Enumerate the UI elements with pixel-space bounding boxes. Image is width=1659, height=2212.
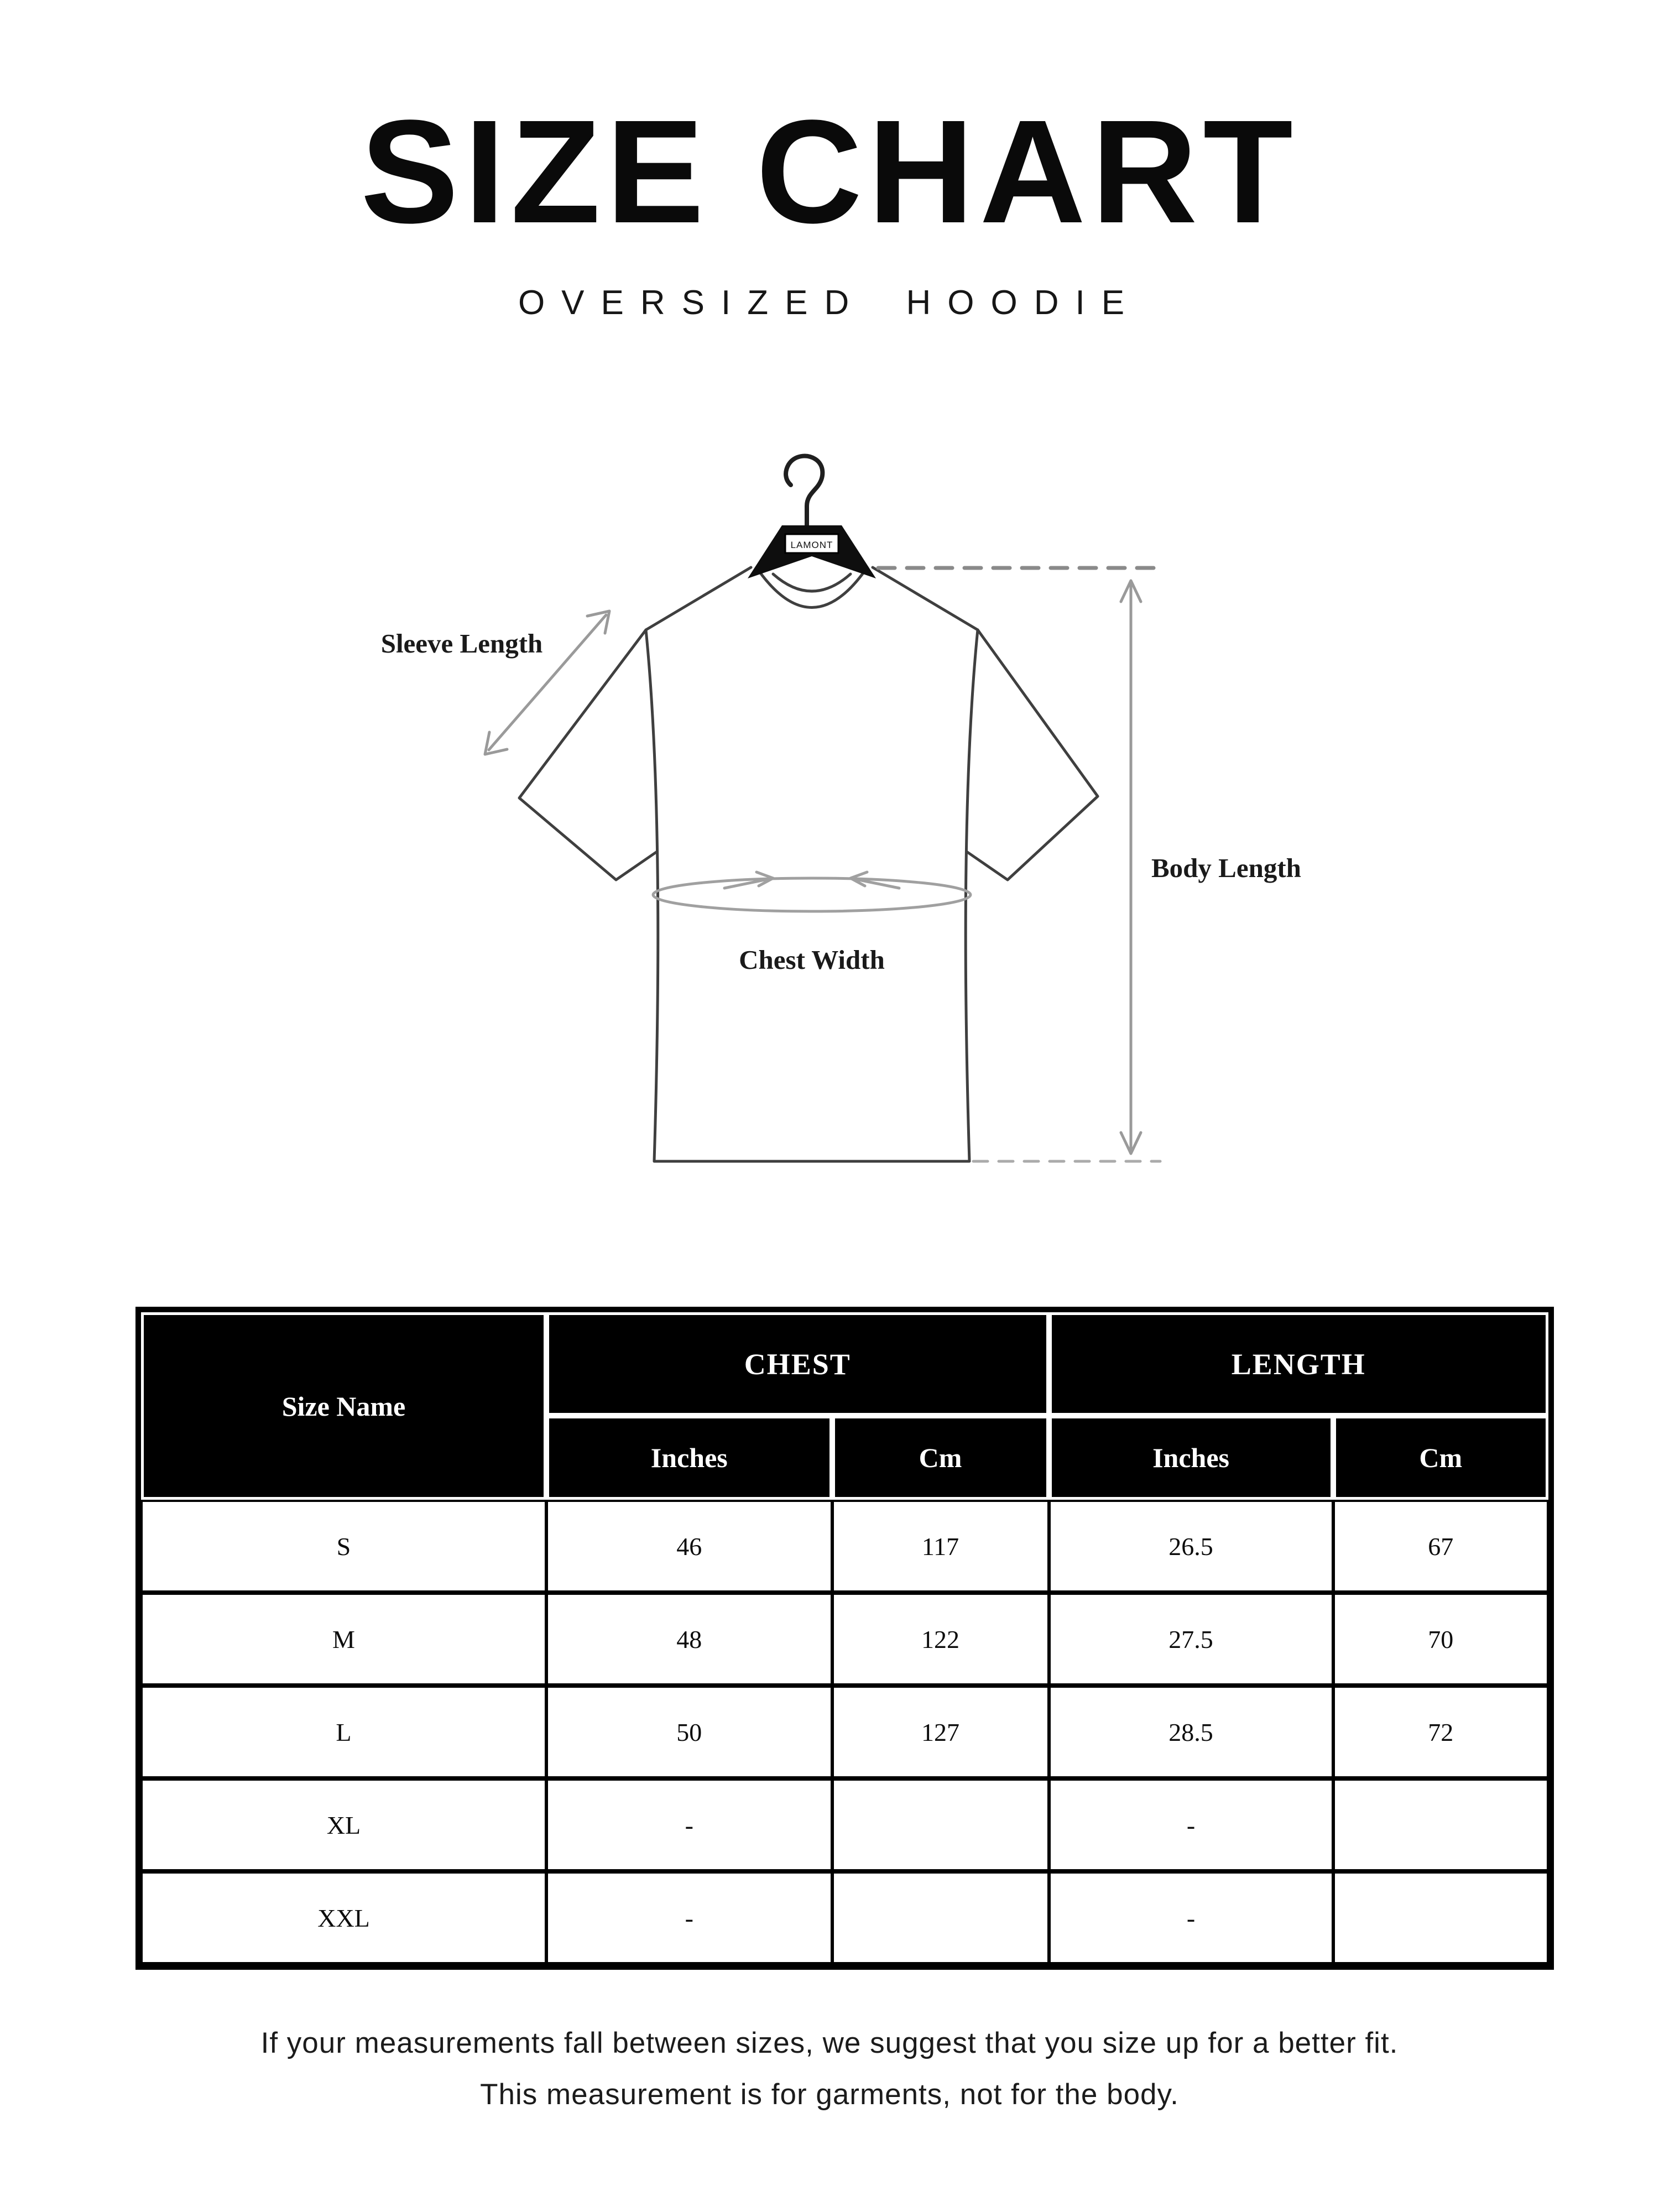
value-cell: 70 [1333, 1593, 1548, 1686]
col-header-length-inches: Inches [1049, 1416, 1333, 1500]
col-header-chest-cm: Cm [832, 1416, 1049, 1500]
page-subtitle: OVERSIZED HOODIE [518, 284, 1141, 322]
size-cell: L [141, 1686, 546, 1778]
sleeve-length-label: Sleeve Length [380, 628, 543, 659]
value-cell: 50 [546, 1686, 832, 1778]
value-cell [832, 1778, 1049, 1871]
tshirt-outline [519, 567, 1098, 1161]
value-cell: 26.5 [1049, 1500, 1333, 1593]
fit-note-line2: This measurement is for garments, not for the body. [480, 2078, 1179, 2111]
value-cell: - [1049, 1871, 1333, 1964]
table-row [141, 1778, 1548, 1871]
col-header-chest: CHEST [546, 1312, 1049, 1416]
value-cell: - [1049, 1778, 1333, 1871]
body-length-annotation [878, 568, 1160, 1161]
table-row [141, 1593, 1548, 1686]
hanger [748, 456, 876, 578]
table-row [141, 1500, 1548, 1593]
body-length-label: Body Length [1151, 853, 1301, 883]
value-cell: 48 [546, 1593, 832, 1686]
value-cell: 46 [546, 1500, 832, 1593]
value-cell [832, 1871, 1049, 1964]
page-title: SIZE CHART [361, 90, 1298, 254]
table-row [141, 1686, 1548, 1778]
col-header-length-cm: Cm [1333, 1416, 1548, 1500]
size-cell: S [141, 1500, 546, 1593]
col-header-size-name: Size Name [141, 1312, 546, 1500]
col-header-length: LENGTH [1049, 1312, 1549, 1416]
chest-measure-ellipse [653, 872, 971, 911]
table-header-row [141, 1312, 1548, 1416]
table-row [141, 1871, 1548, 1964]
value-cell: 27.5 [1049, 1593, 1333, 1686]
col-header-chest-inches: Inches [546, 1416, 832, 1500]
value-cell: - [546, 1778, 832, 1871]
fit-note-line1: If your measurements fall between sizes, we suggest that you size up for a better fit. [260, 2027, 1399, 2059]
size-table [135, 1307, 1554, 1970]
value-cell [1333, 1871, 1548, 1964]
hanger-hook-icon [786, 456, 822, 526]
value-cell: 117 [832, 1500, 1049, 1593]
size-cell: XXL [141, 1871, 546, 1964]
value-cell: 72 [1333, 1686, 1548, 1778]
tshirt-measurement-diagram [310, 431, 1410, 1222]
chest-width-label: Chest Width [739, 945, 885, 975]
fit-note [0, 2017, 1659, 2120]
value-cell: 67 [1333, 1500, 1548, 1593]
hanger-label-text: LAMONT [790, 540, 833, 550]
value-cell: 28.5 [1049, 1686, 1333, 1778]
value-cell: 127 [832, 1686, 1049, 1778]
size-cell: M [141, 1593, 546, 1686]
value-cell: 122 [832, 1593, 1049, 1686]
value-cell: - [546, 1871, 832, 1964]
size-cell: XL [141, 1778, 546, 1871]
value-cell [1333, 1778, 1548, 1871]
